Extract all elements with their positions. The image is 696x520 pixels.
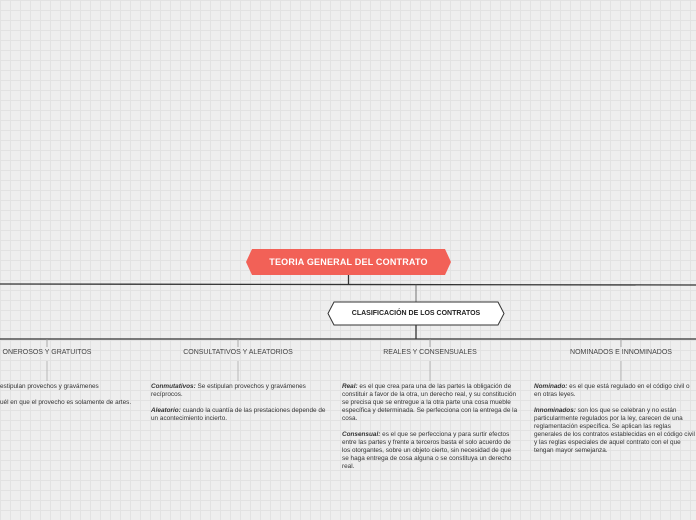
- category-onerosos-gratuitos[interactable]: ONEROSOS Y GRATUITOS: [2, 349, 92, 356]
- description-item: Innominados: son los que se celebran y no están particularmente regulados por la ley, carecen de una reglamentación específica. Se aplican las reglas generales de los contratos establecidas en el código civil y las reglas especiales de aquel contrato con el que tengan mayor semejanza.: [534, 407, 695, 454]
- classification-node[interactable]: [328, 302, 504, 325]
- description-item: Conmutativos: Se estipulan provechos y gravámenes recíprocos.: [151, 383, 306, 398]
- description-item: Real: es el que crea para una de las partes la obligación de constituir a favor de la otra, un derecho real, y su constitución se precisa que se entregue a la otra parte una cosa mueble específica y determinada. Se perfecciona con la entrega de la cosa.: [342, 383, 518, 422]
- description-nominados-innominados[interactable]: [534, 383, 696, 463]
- description-item: Nominado: es el que está regulado en el código civil o en otras leyes.: [534, 383, 690, 398]
- category-consultativos-aleatorios[interactable]: CONSULTATIVOS Y ALEATORIOS: [183, 349, 293, 356]
- description-item: uél en que el provecho es solamente de artes.: [0, 399, 132, 406]
- category-nominados-innominados[interactable]: NOMINADOS E INNOMINADOS: [570, 349, 672, 356]
- root-node[interactable]: [246, 249, 451, 275]
- description-consultativos-aleatorios[interactable]: [151, 383, 326, 431]
- description-reales-consensuales[interactable]: [342, 383, 518, 479]
- description-item: estipulan provechos y gravámenes: [0, 383, 99, 390]
- classification-label: CLASIFICACIÓN DE LOS CONTRATOS: [351, 310, 481, 317]
- category-reales-consensuales[interactable]: REALES Y CONSENSUALES: [383, 349, 477, 356]
- description-item: Consensual: es el que se perfecciona y para surtir efectos entre las partes y frente a terceros basta el solo acuerdo de los otorgantes, sobre un objeto cierto, sin necesidad de que se haga entrega de cosa alguna o se constituya un derecho real.: [342, 431, 512, 470]
- description-onerosos-gratuitos[interactable]: [0, 383, 135, 415]
- description-item: Aleatorio: cuando la cuantía de las prestaciones depende de un acontecimiento incierto.: [151, 407, 326, 422]
- root-label: TEORIA GENERAL DEL CONTRATO: [269, 257, 428, 267]
